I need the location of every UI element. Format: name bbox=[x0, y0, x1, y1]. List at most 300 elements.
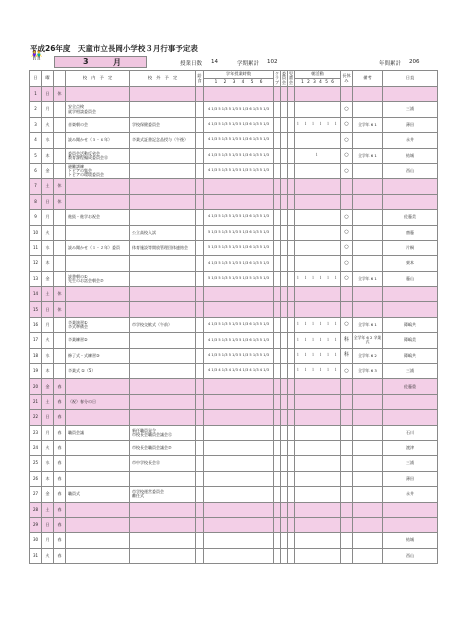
row-council bbox=[288, 117, 295, 132]
row-date: 19 bbox=[30, 364, 42, 379]
schedule-table bbox=[29, 70, 438, 564]
row-committee bbox=[281, 456, 288, 471]
row-lesson-hours: 4 1/3 5 1/3 5 1/3 5 1/3 6 1/3 5 1/3 bbox=[204, 210, 274, 225]
col-class-status bbox=[54, 71, 66, 87]
row-date: 29 bbox=[30, 517, 42, 532]
col-weekday: 曜 bbox=[42, 71, 54, 87]
row-club bbox=[274, 410, 281, 425]
row-class-status bbox=[54, 317, 66, 332]
row-club bbox=[274, 102, 281, 117]
row-club bbox=[274, 194, 281, 209]
row-date: 14 bbox=[30, 287, 42, 302]
row-class-status bbox=[54, 271, 66, 286]
row-lunch bbox=[196, 456, 204, 471]
row-committee bbox=[281, 210, 288, 225]
row-date: 23 bbox=[30, 425, 42, 440]
row-council bbox=[288, 379, 295, 394]
row-note bbox=[353, 133, 383, 148]
row-council bbox=[288, 440, 295, 455]
row-note bbox=[353, 410, 383, 425]
row-external-event bbox=[130, 379, 196, 394]
row-note bbox=[353, 163, 383, 178]
row-lesson-hours: 5 1/3 5 1/3 5 1/3 5 1/3 5 1/3 5 1/3 bbox=[204, 271, 274, 286]
row-weekday: 月 bbox=[42, 425, 54, 440]
row-lunch bbox=[196, 548, 204, 563]
table-row bbox=[30, 348, 438, 363]
row-weekday: 木 bbox=[42, 256, 54, 271]
row-external-event bbox=[130, 87, 196, 102]
row-date: 18 bbox=[30, 348, 42, 363]
row-class-status bbox=[54, 240, 66, 255]
row-class-status: 休 bbox=[54, 302, 66, 317]
row-external-event bbox=[130, 194, 196, 209]
row-note bbox=[353, 240, 383, 255]
row-school-event bbox=[66, 179, 130, 194]
row-committee bbox=[281, 256, 288, 271]
lesson-days-label: 授業日数 bbox=[180, 61, 203, 67]
row-duty: 結城 bbox=[383, 148, 438, 163]
row-date: 26 bbox=[30, 471, 42, 486]
row-committee bbox=[281, 440, 288, 455]
row-council bbox=[288, 517, 295, 532]
row-lunch bbox=[196, 410, 204, 425]
row-morning-activity bbox=[295, 102, 341, 117]
row-duty: 薄田 bbox=[383, 117, 438, 132]
row-council bbox=[288, 287, 295, 302]
row-school-event: 修了式・式練習③ bbox=[66, 348, 130, 363]
row-duty bbox=[383, 179, 438, 194]
col-student-council: 児童会 bbox=[288, 70, 294, 85]
row-lesson-hours: 4 1/3 5 1/3 5 1/3 5 1/3 6 1/3 5 1/3 bbox=[204, 102, 274, 117]
row-lesson-hours bbox=[204, 302, 274, 317]
row-lesson-hours bbox=[204, 533, 274, 548]
row-lesson-hours: 4 1/3 5 1/3 5 1/3 5 1/3 6 1/3 5 1/3 bbox=[204, 317, 274, 332]
row-school-event: 読み聞かせ（５・６年） bbox=[66, 133, 130, 148]
row-school-event: 職員会議 bbox=[66, 425, 130, 440]
row-long-break bbox=[341, 517, 353, 532]
col-external-events: 校 外 予 定 bbox=[130, 71, 196, 87]
row-committee bbox=[281, 163, 288, 178]
row-school-event: 読み聞かせ（１・２年）委員 bbox=[66, 240, 130, 255]
row-morning-activity bbox=[295, 440, 341, 455]
row-weekday: 火 bbox=[42, 440, 54, 455]
row-external-event: 市学校交歓式（午前） bbox=[130, 317, 196, 332]
row-note bbox=[353, 256, 383, 271]
row-morning-activity bbox=[295, 502, 341, 517]
row-date: 12 bbox=[30, 256, 42, 271]
row-committee bbox=[281, 179, 288, 194]
row-date: 3 bbox=[30, 117, 42, 132]
row-weekday: 金 bbox=[42, 271, 54, 286]
row-note: 全学年 6 1 bbox=[353, 317, 383, 332]
row-morning-activity bbox=[295, 256, 341, 271]
row-lunch bbox=[196, 194, 204, 209]
row-morning-activity: ｌ ｌ ｌ ｌ ｌ ｌ bbox=[295, 348, 341, 363]
row-committee bbox=[281, 379, 288, 394]
row-date: 11 bbox=[30, 240, 42, 255]
row-long-break bbox=[341, 410, 353, 425]
col-school-events: 校 内 予 定 bbox=[66, 71, 130, 87]
row-duty: 東本 bbox=[383, 256, 438, 271]
row-date: 10 bbox=[30, 225, 42, 240]
row-club bbox=[274, 364, 281, 379]
table-row bbox=[30, 533, 438, 548]
row-external-event: 公立高校入試 bbox=[130, 225, 196, 240]
yearly-value: 206 bbox=[409, 59, 420, 65]
row-council bbox=[288, 348, 295, 363]
row-external-event: 市学校運営委員会 離任式 bbox=[130, 487, 196, 502]
row-committee bbox=[281, 225, 288, 240]
row-lunch bbox=[196, 240, 204, 255]
row-duty: 片桐 bbox=[383, 240, 438, 255]
row-duty bbox=[383, 502, 438, 517]
table-row bbox=[30, 379, 438, 394]
month-header bbox=[29, 51, 437, 70]
table-row bbox=[30, 471, 438, 486]
row-weekday: 日 bbox=[42, 517, 54, 532]
row-class-status: 春 bbox=[54, 440, 66, 455]
row-council bbox=[288, 148, 295, 163]
row-school-event bbox=[66, 287, 130, 302]
row-committee bbox=[281, 333, 288, 348]
table-row bbox=[30, 256, 438, 271]
row-club bbox=[274, 517, 281, 532]
row-duty: 三浦 bbox=[383, 364, 438, 379]
row-long-break bbox=[341, 194, 353, 209]
row-external-event: 市中学校長会⑬ bbox=[130, 456, 196, 471]
row-committee bbox=[281, 394, 288, 409]
row-club bbox=[274, 225, 281, 240]
table-row bbox=[30, 133, 438, 148]
row-lunch bbox=[196, 102, 204, 117]
row-date: 4 bbox=[30, 133, 42, 148]
row-note bbox=[353, 87, 383, 102]
row-note: 全学年 6 2 卒業式 bbox=[353, 333, 383, 348]
row-council bbox=[288, 210, 295, 225]
row-external-event bbox=[130, 179, 196, 194]
row-duty: 三浦 bbox=[383, 456, 438, 471]
row-date: 13 bbox=[30, 271, 42, 286]
row-weekday: 金 bbox=[42, 163, 54, 178]
table-row bbox=[30, 102, 438, 117]
page-title: 平成26年度 天童市立長岡小学校３月行事予定表 bbox=[30, 44, 198, 53]
row-lunch bbox=[196, 163, 204, 178]
row-school-event: 職員式 bbox=[66, 487, 130, 502]
row-morning-activity bbox=[295, 287, 341, 302]
row-long-break bbox=[341, 456, 353, 471]
row-morning-activity: ｌ bbox=[295, 148, 341, 163]
row-long-break bbox=[341, 502, 353, 517]
row-class-status bbox=[54, 256, 66, 271]
row-weekday: 月 bbox=[42, 317, 54, 332]
row-morning-activity bbox=[295, 533, 341, 548]
row-committee bbox=[281, 364, 288, 379]
row-weekday: 水 bbox=[42, 240, 54, 255]
row-external-event bbox=[130, 533, 196, 548]
row-lesson-hours bbox=[204, 87, 274, 102]
table-row bbox=[30, 317, 438, 332]
row-note: 全学年 6 1 bbox=[353, 271, 383, 286]
table-row bbox=[30, 517, 438, 532]
row-lesson-hours bbox=[204, 548, 274, 563]
row-committee bbox=[281, 302, 288, 317]
row-lesson-hours bbox=[204, 425, 274, 440]
row-lesson-hours bbox=[204, 287, 274, 302]
row-school-event bbox=[66, 256, 130, 271]
row-weekday: 木 bbox=[42, 364, 54, 379]
row-council bbox=[288, 179, 295, 194]
month-tab bbox=[54, 56, 147, 68]
row-committee bbox=[281, 410, 288, 425]
col-lessons-group: 学年授業時数 bbox=[204, 71, 274, 79]
table-row bbox=[30, 302, 438, 317]
row-weekday: 木 bbox=[42, 471, 54, 486]
row-morning-activity bbox=[295, 487, 341, 502]
row-note bbox=[353, 394, 383, 409]
row-lunch bbox=[196, 471, 204, 486]
row-council bbox=[288, 333, 295, 348]
row-club bbox=[274, 302, 281, 317]
table-row bbox=[30, 456, 438, 471]
row-date: 22 bbox=[30, 410, 42, 425]
row-morning-activity bbox=[295, 471, 341, 486]
row-morning-activity bbox=[295, 302, 341, 317]
row-weekday: 火 bbox=[42, 548, 54, 563]
row-school-event bbox=[66, 471, 130, 486]
row-morning-activity bbox=[295, 394, 341, 409]
row-morning-activity bbox=[295, 225, 341, 240]
row-lunch bbox=[196, 533, 204, 548]
row-morning-activity bbox=[295, 179, 341, 194]
table-row bbox=[30, 117, 438, 132]
row-club bbox=[274, 256, 281, 271]
table-row bbox=[30, 440, 438, 455]
table-row bbox=[30, 179, 438, 194]
row-duty: 石川 bbox=[383, 425, 438, 440]
row-external-event bbox=[130, 410, 196, 425]
row-weekday: 木 bbox=[42, 148, 54, 163]
row-note bbox=[353, 456, 383, 471]
row-school-event: 読書朝の① 先生のお話会朝会⑦ bbox=[66, 271, 130, 286]
col-lunch: 給食 bbox=[196, 71, 204, 87]
row-council bbox=[288, 302, 295, 317]
row-class-status bbox=[54, 210, 66, 225]
row-lunch bbox=[196, 133, 204, 148]
cumulative-value: 102 bbox=[267, 59, 278, 65]
row-lesson-hours: 4 1/3 5 1/3 5 1/3 5 1/3 5 1/3 5 1/3 bbox=[204, 348, 274, 363]
row-date: 21 bbox=[30, 394, 42, 409]
row-council bbox=[288, 271, 295, 286]
row-lesson-hours bbox=[204, 517, 274, 532]
row-class-status: 休 bbox=[54, 287, 66, 302]
table-row bbox=[30, 548, 438, 563]
row-club bbox=[274, 440, 281, 455]
row-club bbox=[274, 425, 281, 440]
col-duty: 日直 bbox=[383, 71, 438, 87]
row-class-status: 休 bbox=[54, 194, 66, 209]
row-council bbox=[288, 240, 295, 255]
row-duty: 永井 bbox=[383, 487, 438, 502]
row-club bbox=[274, 348, 281, 363]
row-date: 16 bbox=[30, 317, 42, 332]
row-duty bbox=[383, 410, 438, 425]
row-duty: 篠嶋共 bbox=[383, 348, 438, 363]
row-club bbox=[274, 379, 281, 394]
row-external-event bbox=[130, 210, 196, 225]
row-date: 30 bbox=[30, 533, 42, 548]
row-club bbox=[274, 117, 281, 132]
row-class-status bbox=[54, 364, 66, 379]
row-date: 1 bbox=[30, 87, 42, 102]
row-committee bbox=[281, 194, 288, 209]
row-class-status bbox=[54, 348, 66, 363]
row-lesson-hours: 4 1/3 5 1/3 5 1/3 5 1/3 6 1/3 5 1/3 bbox=[204, 133, 274, 148]
row-lunch bbox=[196, 117, 204, 132]
row-morning-activity bbox=[295, 410, 341, 425]
row-weekday: 月 bbox=[42, 210, 54, 225]
row-club bbox=[274, 487, 281, 502]
row-school-event: 委員会活動反省会 教育課程編成委員会⑬ bbox=[66, 148, 130, 163]
row-lesson-hours: 4 1/3 4 1/3 4 1/3 4 1/3 4 1/3 4 1/3 bbox=[204, 364, 274, 379]
row-external-event: 卒業式証書記念品授与（午後） bbox=[130, 133, 196, 148]
row-class-status: 春 bbox=[54, 502, 66, 517]
row-weekday: 火 bbox=[42, 225, 54, 240]
row-duty: 薄田 bbox=[383, 471, 438, 486]
row-note: 全学年 6 2 bbox=[353, 348, 383, 363]
row-club bbox=[274, 533, 281, 548]
row-lunch bbox=[196, 440, 204, 455]
cumulative-label: 学期累計 bbox=[237, 61, 260, 67]
row-note bbox=[353, 533, 383, 548]
row-duty: 三浦 bbox=[383, 102, 438, 117]
row-weekday: 金 bbox=[42, 487, 54, 502]
row-external-event bbox=[130, 302, 196, 317]
row-class-status: 休 bbox=[54, 87, 66, 102]
row-morning-activity bbox=[295, 456, 341, 471]
row-club bbox=[274, 163, 281, 178]
row-lesson-hours bbox=[204, 194, 274, 209]
row-school-event bbox=[66, 410, 130, 425]
table-row bbox=[30, 287, 438, 302]
row-date: 8 bbox=[30, 194, 42, 209]
row-weekday: 月 bbox=[42, 533, 54, 548]
row-class-status bbox=[54, 333, 66, 348]
row-council bbox=[288, 364, 295, 379]
row-weekday: 火 bbox=[42, 117, 54, 132]
row-school-event: 避難訓練 トピアの集会 トピアの環境委員会 bbox=[66, 163, 130, 178]
row-council bbox=[288, 317, 295, 332]
row-lesson-hours bbox=[204, 471, 274, 486]
row-note bbox=[353, 517, 383, 532]
row-note bbox=[353, 471, 383, 486]
row-lesson-hours: 4 1/3 5 1/3 5 1/3 5 1/3 5 1/3 5 1/3 bbox=[204, 163, 274, 178]
row-committee bbox=[281, 317, 288, 332]
row-lesson-hours: 5 1/3 5 1/3 5 1/3 5 1/3 6 1/3 5 1/3 bbox=[204, 240, 274, 255]
row-weekday: 日 bbox=[42, 302, 54, 317]
row-lesson-hours: 4 1/3 5 1/3 5 1/3 5 1/3 6 1/3 5 1/3 bbox=[204, 333, 274, 348]
row-school-event bbox=[66, 502, 130, 517]
row-class-status bbox=[54, 102, 66, 117]
row-lunch bbox=[196, 364, 204, 379]
row-long-break bbox=[341, 287, 353, 302]
row-duty: 西山 bbox=[383, 548, 438, 563]
row-lunch bbox=[196, 210, 204, 225]
table-row bbox=[30, 163, 438, 178]
table-row bbox=[30, 333, 438, 348]
row-club bbox=[274, 548, 281, 563]
row-date: 7 bbox=[30, 179, 42, 194]
row-weekday: 金 bbox=[42, 379, 54, 394]
row-class-status: 春 bbox=[54, 456, 66, 471]
yearly-label: 年間累計 bbox=[379, 61, 402, 67]
row-school-event bbox=[66, 440, 130, 455]
row-long-break bbox=[341, 548, 353, 563]
row-club bbox=[274, 394, 281, 409]
row-note: 全学年 6 1 bbox=[353, 148, 383, 163]
table-row bbox=[30, 148, 438, 163]
row-note: 全学年 6 1 bbox=[353, 117, 383, 132]
row-lunch bbox=[196, 225, 204, 240]
row-class-status bbox=[54, 133, 66, 148]
row-date: 6 bbox=[30, 163, 42, 178]
row-external-event bbox=[130, 148, 196, 163]
row-duty bbox=[383, 302, 438, 317]
row-class-status bbox=[54, 163, 66, 178]
row-long-break bbox=[341, 302, 353, 317]
row-lunch bbox=[196, 179, 204, 194]
row-lunch bbox=[196, 287, 204, 302]
row-lesson-hours bbox=[204, 394, 274, 409]
row-note bbox=[353, 440, 383, 455]
row-weekday: 火 bbox=[42, 333, 54, 348]
row-committee bbox=[281, 117, 288, 132]
row-duty bbox=[383, 87, 438, 102]
row-morning-activity bbox=[295, 194, 341, 209]
row-club bbox=[274, 502, 281, 517]
row-external-event bbox=[130, 287, 196, 302]
row-long-break: ○ bbox=[341, 133, 353, 148]
row-long-break: ○ bbox=[341, 148, 353, 163]
table-row bbox=[30, 425, 438, 440]
row-lunch bbox=[196, 87, 204, 102]
row-note bbox=[353, 287, 383, 302]
row-council bbox=[288, 471, 295, 486]
row-weekday: 土 bbox=[42, 394, 54, 409]
row-morning-activity: ｌ ｌ ｌ ｌ ｌ ｌ bbox=[295, 333, 341, 348]
row-lunch bbox=[196, 302, 204, 317]
row-weekday: 土 bbox=[42, 502, 54, 517]
row-morning-activity bbox=[295, 425, 341, 440]
row-weekday: 水 bbox=[42, 348, 54, 363]
row-duty: 篠嶋共 bbox=[383, 317, 438, 332]
row-external-event bbox=[130, 102, 196, 117]
row-lesson-hours bbox=[204, 179, 274, 194]
lesson-grade-numbers: 1 2 3 4 5 6 bbox=[204, 79, 274, 87]
row-committee bbox=[281, 548, 288, 563]
row-club bbox=[274, 179, 281, 194]
row-long-break bbox=[341, 87, 353, 102]
row-class-status: 春 bbox=[54, 394, 66, 409]
row-external-event: 学校保健委員会 bbox=[130, 117, 196, 132]
table-row bbox=[30, 210, 438, 225]
row-council bbox=[288, 256, 295, 271]
row-date: 5 bbox=[30, 148, 42, 163]
row-class-status: 春 bbox=[54, 425, 66, 440]
row-club bbox=[274, 240, 281, 255]
row-morning-activity bbox=[295, 548, 341, 563]
col-committee: 委員会 bbox=[281, 70, 287, 85]
row-morning-activity bbox=[295, 517, 341, 532]
